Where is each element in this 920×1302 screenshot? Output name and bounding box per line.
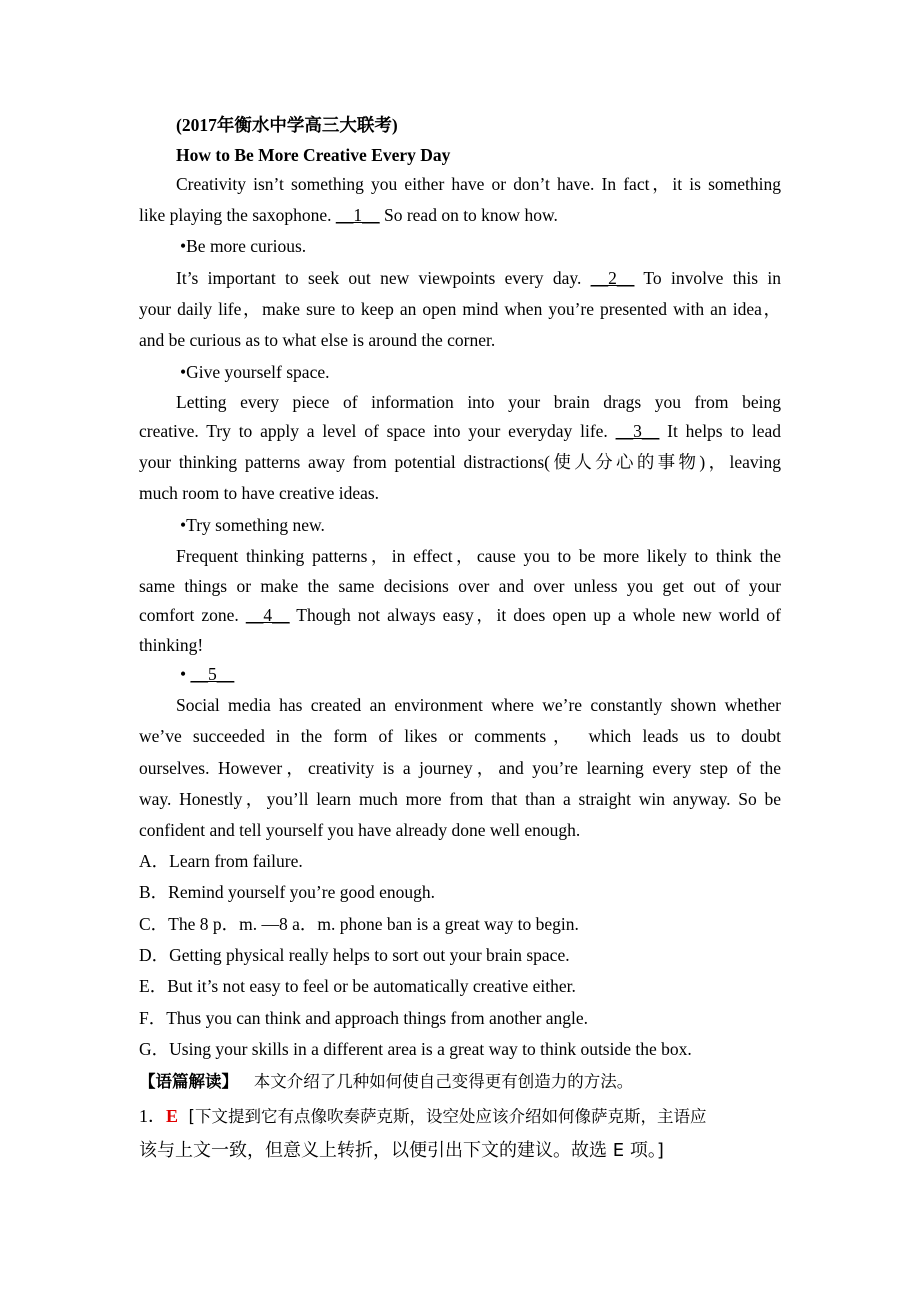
- p5-line2: we’ve succeeded in the form of likes or comments， which leads us to doubt: [139, 726, 781, 746]
- p5-line3: ourselves. However，creativity is a journey，and you’re learning every step of the: [139, 758, 781, 778]
- p2-line3: and be curious as to what else is around the corner.: [139, 330, 496, 350]
- p2-line2: your daily life，make sure to keep an open mind when you’re presented with an idea，: [139, 299, 781, 319]
- p3-line3: your thinking patterns away from potential distractions(使人分心的事物)，leaving: [139, 452, 781, 472]
- p5-line1: Social media has created an environment where we’re constantly shown whether: [176, 695, 781, 715]
- option-a: A．Learn from failure.: [139, 851, 303, 871]
- answer-1-letter: E: [166, 1106, 179, 1126]
- answer-1-line2: 该与上文一致，但意义上转折，以便引出下文的建议。故选 E 项。]: [139, 1140, 664, 1161]
- p4-line4: thinking!: [139, 635, 204, 655]
- p5-line5: confident and tell yourself you have already done well enough.: [139, 820, 581, 840]
- source-note: (2017年衡水中学高三大联考): [176, 115, 398, 135]
- heading-new: •Try something new.: [180, 515, 325, 535]
- option-c: C．The 8 p．m. —8 a．m. phone ban is a great way to begin.: [139, 914, 579, 934]
- answer-1-line1: 1．E [下文提到它有点像吹奏萨克斯，设空处应该介绍如何像萨克斯，主语应: [139, 1106, 707, 1126]
- p4-line1: Frequent thinking patterns，in effect，cause you to be more likely to think the: [176, 546, 781, 566]
- option-d: D．Getting physical really helps to sort out your brain space.: [139, 945, 570, 965]
- blank-5: __5__: [190, 664, 235, 684]
- p5-line4: way. Honestly，you’ll learn much more from that than a straight win anyway. So be: [139, 789, 781, 809]
- p4-line2: same things or make the same decisions over and over unless you get out of your: [139, 576, 781, 596]
- heading-blank-5: • __5__: [180, 664, 235, 684]
- option-f: F．Thus you can think and approach things from another angle.: [139, 1008, 589, 1028]
- passage-title: How to Be More Creative Every Day: [176, 145, 451, 165]
- blank-1: __1__: [335, 205, 380, 225]
- blank-4: __4__: [245, 605, 290, 625]
- heading-curious: •Be more curious.: [180, 236, 307, 256]
- option-g: G．Using your skills in a different area is a great way to think outside the box.: [139, 1039, 692, 1059]
- heading-space: •Give yourself space.: [180, 362, 330, 382]
- analysis-line: [139, 1070, 781, 1093]
- analysis-text: 本文介绍了几种如何使自己变得更有创造力的方法。: [253, 1072, 634, 1091]
- p3-line1: Letting every piece of information into your brain drags you from being: [176, 392, 781, 412]
- option-e: E．But it’s not easy to feel or be automatically creative either.: [139, 976, 576, 996]
- p3-line4: much room to have creative ideas.: [139, 483, 380, 503]
- p2-line1: It’s important to seek out new viewpoints every day. __2__ To involve this in: [176, 268, 781, 288]
- option-b: B．Remind yourself you’re good enough.: [139, 882, 435, 902]
- blank-3: __3__: [615, 421, 660, 441]
- blank-2: __2__: [590, 268, 635, 288]
- p4-line3: comfort zone. __4__ Though not always easy，it does open up a whole new world of: [139, 605, 781, 625]
- p1-line1: Creativity isn’t something you either have or don’t have. In fact，it is something: [176, 174, 781, 194]
- p3-line2: creative. Try to apply a level of space into your everyday life. __3__ It helps to lead: [139, 421, 781, 441]
- analysis-label: 【语篇解读】: [139, 1072, 238, 1091]
- p1-line2: like playing the saxophone. __1__ So read on to know how.: [139, 205, 558, 225]
